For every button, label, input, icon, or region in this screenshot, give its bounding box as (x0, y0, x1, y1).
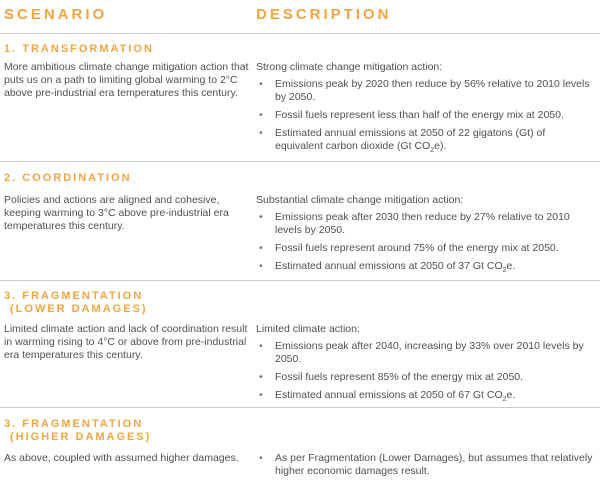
description-column-header: DESCRIPTION (256, 6, 392, 23)
section-1-summary: More ambitious climate change mitigation action that puts us on a path to limiting global warming to 2°C above pre-industrial era temperatures this century. (4, 61, 249, 99)
list-item: • Estimated annual emissions at 2050 of 67 Gt $CO_2e$. (259, 389, 516, 404)
section-2-intro: Substantial climate change mitigation action: (256, 194, 464, 206)
divider (0, 33, 600, 34)
list-item: • Fossil fuels represent less than half of the energy mix at 2050. (259, 109, 564, 121)
scenario-column-header: SCENARIO (4, 6, 108, 23)
section-4-title: 3. FRAGMENTATION (HIGHER DAMAGES) (4, 418, 152, 443)
list-item: • As per Fragmentation (Lower Damages), but assumes that relatively higher economic damages result. (259, 452, 593, 477)
list-item: • Estimated annual emissions at 2050 of 37 Gt $CO_2e$. (259, 260, 516, 275)
section-1-intro: Strong climate change mitigation action: (256, 61, 443, 73)
section-4-description (256, 452, 596, 483)
section-2-title: 2. COORDINATION (4, 172, 132, 184)
section-2-description (256, 194, 596, 278)
list-item: • Estimated annual emissions at 2050 of 22 gigatons (Gt) of equivalent carbon dioxide (Gt $CO_2e$). (259, 127, 546, 155)
section-4-summary: As above, coupled with assumed higher damages. (4, 452, 239, 464)
section-3-intro: Limited climate action: (256, 323, 360, 335)
list-item: • Fossil fuels represent around 75% of the energy mix at 2050. (259, 242, 559, 254)
section-3-title: 3. FRAGMENTATION (LOWER DAMAGES) (4, 290, 148, 315)
section-2-summary: Policies and actions are aligned and cohesive, keeping warming to 3°C above pre-industrial era temperatures this century. (4, 194, 229, 232)
list-item: • Emissions peak after 2030 then reduce by 27% relative to 2010 levels by 2050. (259, 211, 570, 236)
list-item: • Fossil fuels represent 85% of the energy mix at 2050. (259, 371, 524, 383)
list-item: • Emissions peak after 2040, increasing by 33% over 2010 levels by 2050. (259, 340, 584, 365)
divider (0, 280, 600, 281)
section-1-title: 1. TRANSFORMATION (4, 43, 154, 55)
divider (0, 407, 600, 408)
section-3-summary: Limited climate action and lack of coordination result in warming rising to 4°C or above from pre-industrial era temperatures this century. (4, 323, 248, 361)
section-1-description (256, 61, 596, 158)
divider (0, 161, 600, 162)
list-item: • Emissions peak by 2020 then reduce by 56% relative to 2010 levels by 2050. (259, 78, 590, 103)
section-3-description (256, 323, 596, 407)
